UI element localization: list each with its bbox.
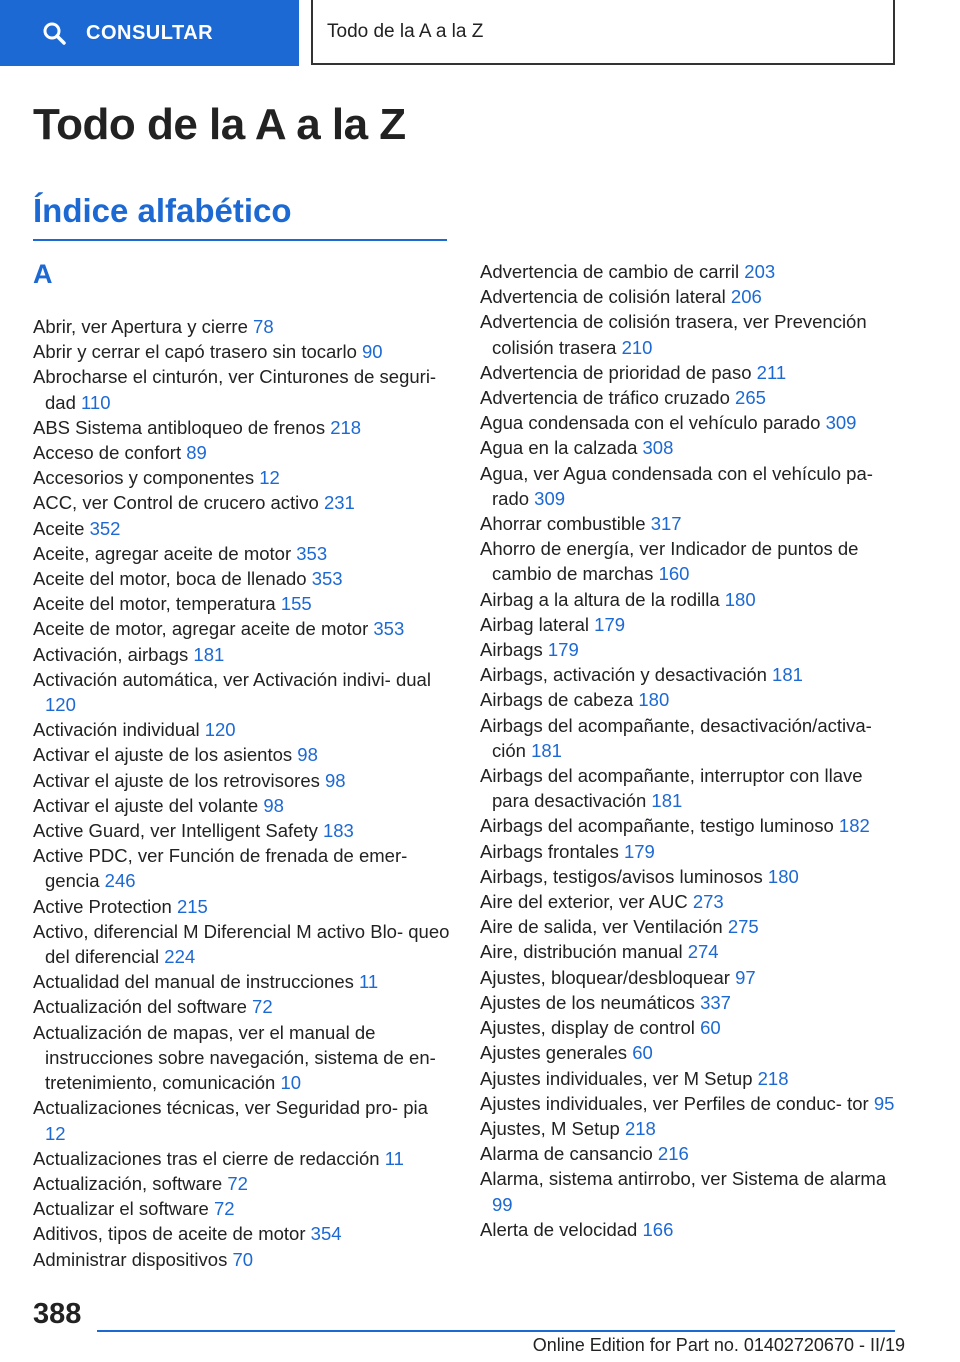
index-entry-text: Activar el ajuste de los retrovisores	[33, 769, 320, 791]
index-entry	[33, 793, 453, 818]
index-entry-text: Aditivos, tipos de aceite de motor	[33, 1223, 306, 1245]
index-entry	[480, 1040, 900, 1065]
index-entry-text: Active Protection	[33, 895, 172, 917]
page-link[interactable]: 160	[658, 563, 690, 585]
index-entry	[33, 894, 453, 919]
page-link[interactable]: 206	[730, 286, 762, 308]
index-entry-text: Ahorro de energía, ver Indicador de puntos de cambio de marchas	[480, 538, 859, 585]
page-link[interactable]: 95	[873, 1092, 895, 1114]
index-entry-text: Aire de salida, ver Ventilación	[480, 916, 723, 938]
index-entry	[480, 1141, 900, 1166]
index-letter: A	[33, 259, 53, 289]
index-column-right	[480, 259, 900, 1242]
index-entry	[480, 435, 900, 460]
index-entry	[33, 642, 453, 667]
page-link[interactable]: 353	[311, 568, 343, 590]
index-entry-text: Activar el ajuste del volante	[33, 794, 259, 816]
page-link[interactable]: 72	[213, 1198, 235, 1220]
page-link[interactable]: 203	[744, 261, 776, 282]
page-link[interactable]: 12	[45, 1122, 66, 1144]
index-entry-text: Actualidad del manual de instrucciones	[33, 971, 354, 993]
page-link[interactable]: 353	[296, 542, 328, 564]
index-entry-text: Aceite, agregar aceite de motor	[33, 542, 292, 564]
index-entry	[33, 541, 453, 566]
edition-text: Online Edition for Part no. 01402720670 - II/19	[532, 1335, 905, 1355]
index-entry-text: Aceite del motor, temperatura	[33, 593, 276, 615]
page-link[interactable]: 120	[45, 694, 76, 716]
index-entry-text: Airbags, activación y desactivación	[480, 664, 767, 686]
index-entry-text: Ajustes de los neumáticos	[480, 991, 695, 1013]
index-entry	[33, 1095, 453, 1145]
index-entry	[480, 763, 900, 813]
index-entry-text: Abrir y cerrar el capó trasero sin tocarlo	[33, 341, 357, 363]
index-entry	[480, 713, 900, 763]
index-entry	[480, 687, 900, 712]
section-title: Índice alfabético	[33, 192, 292, 229]
index-entry	[480, 1116, 900, 1141]
index-entry	[33, 919, 453, 969]
index-entry	[33, 490, 453, 515]
index-entry	[480, 637, 900, 662]
index-entry	[33, 314, 453, 339]
breadcrumb[interactable]	[311, 0, 895, 65]
page-link[interactable]: 308	[642, 437, 674, 459]
page-link[interactable]: 265	[735, 387, 766, 409]
page-link[interactable]: 352	[89, 517, 121, 539]
page-link[interactable]: 60	[700, 1017, 721, 1039]
index-entry-text: Alerta de velocidad	[480, 1218, 638, 1240]
index-entry	[33, 616, 453, 641]
index-entry	[480, 360, 900, 385]
index-entry-text: Airbags, testigos/avisos luminosos	[480, 865, 763, 887]
index-entry	[33, 742, 453, 767]
index-entry	[480, 889, 900, 914]
index-entry	[480, 612, 900, 637]
page-link[interactable]: 231	[323, 492, 355, 514]
consult-button[interactable]	[0, 0, 299, 66]
page-title: Todo de la A a la Z	[33, 100, 406, 149]
page-link[interactable]: 273	[692, 891, 724, 913]
page-link[interactable]: 72	[252, 996, 273, 1018]
search-icon	[42, 21, 66, 45]
index-entry-text: Active Guard, ver Intelligent Safety	[33, 820, 318, 842]
index-entry	[33, 566, 453, 591]
page-link[interactable]: 210	[621, 336, 653, 358]
index-entry	[33, 1020, 453, 1096]
index-entry	[33, 591, 453, 616]
index-entry	[480, 1015, 900, 1040]
index-entry-text: Alarma de cansancio	[480, 1143, 653, 1165]
index-entry	[480, 259, 900, 284]
index-entry	[480, 536, 900, 586]
page-link[interactable]: 180	[724, 588, 756, 610]
index-entry	[480, 914, 900, 939]
page-link[interactable]: 98	[263, 794, 284, 816]
index-entry-text: Airbags de cabeza	[480, 689, 634, 711]
section-divider	[33, 239, 447, 241]
index-entry-text: Agua, ver Agua condensada con el vehículo pa‐ rado	[480, 462, 873, 509]
index-entry	[480, 284, 900, 309]
page-link[interactable]: 110	[81, 391, 111, 413]
page-link[interactable]: 354	[310, 1223, 342, 1245]
index-entry	[33, 1146, 453, 1171]
index-entry	[33, 339, 453, 364]
index-entry-text: Active PDC, ver Función de frenada de emer‐ gencia	[33, 845, 408, 892]
index-entry	[480, 410, 900, 435]
page-link[interactable]: 98	[297, 744, 318, 766]
index-entry	[33, 667, 453, 717]
index-entry	[480, 1066, 900, 1091]
index-entry-text: Activo, diferencial M Diferencial M activo Blo‐ queo del diferencial	[33, 920, 450, 968]
index-entry	[33, 969, 453, 994]
page-link[interactable]: 98	[325, 769, 346, 791]
index-entry	[33, 465, 453, 490]
index-entry-text: Administrar dispositivos	[33, 1248, 228, 1270]
index-entry-text: Airbags del acompañante, interruptor con llave para desactivación	[480, 765, 863, 812]
index-entry	[480, 511, 900, 536]
footer-divider	[97, 1330, 895, 1332]
page-link[interactable]: 11	[384, 1147, 404, 1169]
index-entry-text: Airbag a la altura de la rodilla	[480, 588, 720, 610]
index-entry	[480, 965, 900, 990]
index-entry-text: Actualización, software	[33, 1172, 223, 1194]
page-link[interactable]: 211	[756, 361, 787, 383]
index-entry-text: Ajustes individuales, ver M Setup	[480, 1067, 753, 1089]
page-link[interactable]: 60	[632, 1042, 653, 1064]
index-entry-text: Actualizaciones tras el cierre de redacción	[33, 1147, 380, 1169]
index-entry-text: Advertencia de colisión trasera, ver Prevención colisión trasera	[480, 311, 867, 358]
page-link[interactable]: 218	[757, 1067, 789, 1089]
index-entry	[33, 364, 453, 414]
index-entry-text: Airbags	[480, 639, 543, 661]
index-entry-text: Ajustes individuales, ver Perfiles de conduc‐ tor	[480, 1092, 869, 1114]
index-entry-text: Actualización del software	[33, 996, 247, 1018]
page-link[interactable]: 317	[650, 513, 682, 535]
index-entry	[480, 1091, 900, 1116]
index-entry-text: Actualizaciones técnicas, ver Seguridad pro‐ pia	[33, 1097, 428, 1119]
page-link[interactable]: 224	[164, 946, 196, 968]
index-entry-text: Advertencia de tráfico cruzado	[480, 387, 730, 409]
index-entry-text: ABS Sistema antibloqueo de frenos	[33, 416, 326, 438]
page-link[interactable]: 90	[362, 341, 383, 363]
consult-label: CONSULTAR	[86, 21, 214, 44]
index-entry	[33, 516, 453, 541]
page-link[interactable]: 183	[322, 820, 354, 842]
index-entry-text: Ajustes, M Setup	[480, 1117, 620, 1139]
index-entry	[480, 813, 900, 838]
index-entry	[480, 939, 900, 964]
index-entry-text: Ajustes, display de control	[480, 1017, 695, 1039]
index-entry-text: Aire del exterior, ver AUC	[480, 891, 688, 913]
index-entry-text: Ajustes generales	[480, 1042, 628, 1064]
index-entry	[33, 1221, 453, 1246]
page-link[interactable]: 179	[623, 840, 655, 862]
page-link[interactable]: 12	[259, 467, 280, 489]
index-entry-text: Alarma, sistema antirrobo, ver Sistema de alarma	[480, 1168, 887, 1190]
top-bar	[0, 0, 960, 66]
index-entry	[33, 843, 453, 893]
page-link[interactable]: 216	[657, 1143, 689, 1165]
page-link[interactable]: 218	[330, 416, 362, 438]
index-entry-text: Acceso de confort	[33, 442, 182, 464]
index-entry	[480, 461, 900, 511]
page-link[interactable]: 181	[772, 664, 803, 686]
page-link[interactable]: 179	[594, 613, 626, 635]
index-entry-text: Advertencia de colisión lateral	[480, 286, 726, 308]
page-link[interactable]: 78	[253, 316, 274, 337]
index-entry-text: Advertencia de cambio de carril	[480, 261, 740, 282]
page-link[interactable]: 10	[280, 1072, 302, 1094]
index-entry-text: Activación automática, ver Activación indivi‐ dual	[33, 668, 431, 690]
index-entry	[480, 587, 900, 612]
index-entry-text: Ajustes, bloquear/desbloquear	[480, 966, 730, 988]
index-entry	[33, 1171, 453, 1196]
index-entry	[33, 717, 453, 742]
page-link[interactable]: 72	[227, 1172, 248, 1194]
index-entry	[480, 662, 900, 687]
page-link[interactable]: 97	[735, 966, 756, 988]
page-link[interactable]: 180	[638, 689, 670, 711]
index-entry-text: Airbag lateral	[480, 613, 590, 635]
page-link[interactable]: 215	[176, 895, 208, 917]
breadcrumb-label: Todo de la A a la Z	[327, 20, 484, 42]
page-link[interactable]: 181	[531, 739, 562, 761]
index-entry-text: Actualizar el software	[33, 1198, 209, 1220]
index-column-left	[33, 314, 453, 1272]
page-link[interactable]: 309	[825, 412, 857, 434]
index-entry-text: Abrocharse el cinturón, ver Cinturones de seguri‐ dad	[33, 366, 437, 413]
index-entry	[480, 990, 900, 1015]
index-entry-text: Abrir, ver Apertura y cierre	[33, 316, 248, 337]
index-entry	[480, 309, 900, 359]
page-link[interactable]: 70	[232, 1248, 254, 1270]
index-entry-text: Activar el ajuste de los asientos	[33, 744, 293, 766]
page-link[interactable]: 179	[547, 639, 579, 661]
index-entry-text: Actualización de mapas, ver el manual de instrucciones sobre navegación, sistema de en‐ tretenimiento, comunicación	[33, 1021, 436, 1094]
index-entry-text: Aceite del motor, boca de llenado	[33, 568, 307, 590]
index-entry-text: Activación, airbags	[33, 643, 189, 665]
page-link[interactable]: 353	[373, 618, 405, 640]
page-link[interactable]: 275	[727, 916, 759, 938]
index-entry	[480, 385, 900, 410]
page-link[interactable]: 182	[838, 815, 870, 837]
index-entry-text: Agua en la calzada	[480, 437, 638, 459]
page-link[interactable]: 274	[687, 941, 719, 963]
page-link[interactable]: 89	[186, 442, 207, 464]
index-entry	[33, 768, 453, 793]
page-number: 388	[33, 1298, 82, 1330]
page-link[interactable]: 11	[359, 971, 379, 993]
index-entry	[480, 839, 900, 864]
index-entry-text: Airbags frontales	[480, 840, 619, 862]
index-entry-text: Accesorios y componentes	[33, 467, 255, 489]
page-link[interactable]: 180	[767, 865, 799, 887]
index-entry-text: Aceite de motor, agregar aceite de motor	[33, 618, 369, 640]
page-link[interactable]: 181	[651, 790, 683, 812]
index-entry-text: Ahorrar combustible	[480, 513, 646, 535]
page-link[interactable]: 181	[193, 643, 225, 665]
page-link[interactable]: 120	[204, 719, 236, 741]
index-entry-text: Agua condensada con el vehículo parado	[480, 412, 821, 434]
index-entry	[33, 994, 453, 1019]
page-link[interactable]: 337	[700, 991, 731, 1013]
index-entry	[480, 1166, 900, 1216]
index-entry	[33, 818, 453, 843]
index-entry-text: Aceite	[33, 517, 85, 539]
index-entry-text: Aire, distribución manual	[480, 941, 683, 963]
index-entry-text: Airbags del acompañante, desactivación/activa‐ ción	[480, 714, 872, 761]
index-entry-text: ACC, ver Control de crucero activo	[33, 492, 319, 514]
index-entry	[33, 415, 453, 440]
page-link[interactable]: 218	[624, 1117, 656, 1139]
index-entry	[33, 1196, 453, 1221]
index-entry-text: Activación individual	[33, 719, 200, 741]
index-entry-text: Advertencia de prioridad de paso	[480, 361, 752, 383]
page-link[interactable]: 99	[492, 1193, 513, 1215]
page-link[interactable]: 155	[280, 593, 312, 615]
index-entry	[480, 864, 900, 889]
index-entry	[33, 440, 453, 465]
page-link[interactable]: 166	[642, 1218, 674, 1240]
index-entry	[33, 1247, 453, 1272]
index-entry-text: Airbags del acompañante, testigo luminoso	[480, 815, 834, 837]
index-entry	[480, 1217, 900, 1242]
page-link[interactable]: 246	[104, 870, 136, 892]
page-link[interactable]: 309	[534, 487, 566, 509]
